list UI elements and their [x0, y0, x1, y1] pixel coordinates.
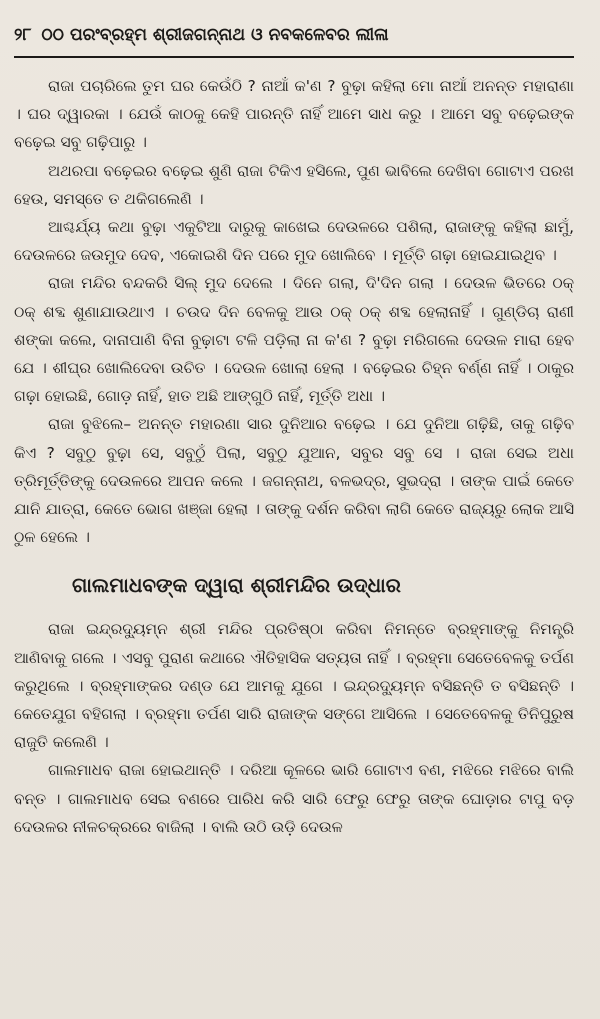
running-head	[14, 22, 574, 48]
body-text	[14, 72, 574, 551]
book-title: ଠଠ ପରଂବ୍ରହ୍ମ ଶ୍ରୀଜଗନ୍ନାଥ ଓ ନବକଳେବର ଲୀଳା	[41, 25, 389, 45]
paragraph: ରାଜା ବୁଝିଲେ– ଅନନ୍ତ ମହାରଣା ସାର ଦୁନିଆର ବଢ଼େଇ । ଯେ ଦୁନିଆ ଗଢ଼ିଛି, ତାକୁ ଗଢ଼ିବ କିଏ ? ସବୁଠୁ ବୁଢ଼ା ସେ, ସବୁଠୁଁ ପିଲା, ସବୁଠୁ ଯୁଆନ, ସବୁର ସବୁ ସେ । ରାଜା ସେଇ ଅଧା ତ୍ରିମୂର୍ତ୍ତିଙ୍କୁ ଦେଉଳରେ ଆପନ କଲେ । ଜଗନ୍ନାଥ, ବଳଭଦ୍ର, ସୁଭଦ୍ରା । ତାଙ୍କ ପାଇଁ କେତେ ଯାନି ଯାତ୍ରା, କେତେ ଭୋଗ ଖଞ୍ଜା ହେଲା । ତାଙ୍କୁ ଦର୍ଶନ କରିବା ଲାଗି କେତେ ରାଜ୍ୟରୁ ଲୋକ ଆସି ଠୁଳ ହେଲେ ।	[14, 415, 574, 547]
paragraph: ଗାଲମାଧବ ରାଜା ହୋଇଥାନ୍ତି । ଦରିଆ କୂଳରେ ଭାରି ଗୋଟାଏ ବଣ, ମଝିରେ ମଝିରେ ବାଲି ବନ୍ତ । ଗାଲମାଧବ ସେଇ ବଣରେ ପାରିଧ କରି ସାରି ଫେରୁ ଫେରୁ ତାଙ୍କ ଘୋଡ଼ାର ଟାପୁ ବଡ଼ ଦେଉଳର ନୀଳଚକ୍ରରେ ବାଜିଲା । ବାଲି ଉଠି ଉଡ଼ି ଦେଉଳ	[14, 761, 574, 836]
header-rule	[14, 56, 574, 58]
paragraph: ରାଜା ପଚାରିଲେ ତୁମ ଘର କେଉଁଠି ? ନାଆଁ କ'ଣ ? ବୁଢ଼ା କହିଲା ମୋ ନାଆଁ ଅନନ୍ତ ମହାରାଣା । ଘର ଦ୍ୱାରକା । ଯେଉଁ କାଠକୁ କେହି ପାରନ୍ତି ନାହିଁ ଆମେ ସାଧ କରୁ । ଆମେ ସବୁ ବଢ଼େଇଙ୍କ ବଢ଼େଇ ସବୁ ଗଢ଼ିପାରୁ ।	[14, 77, 574, 152]
section-body-text	[14, 615, 574, 841]
paragraph: ଆଶ୍ଚର୍ଯ୍ୟ କଥା ବୁଢ଼ା ଏକୁଟିଆ ଦାରୁକୁ କାଖେଇ ଦେଉଳରେ ପଶିଲା, ରାଜାଙ୍କୁ କହିଲା ଛାମୁଁ, ଦେଉଳରେ ଜଉମୁଦ ଦେବ, ଏକୋଇଶି ଦିନ ପରେ ମୁଦ ଖୋଲିବେ । ମୂର୍ତ୍ତି ଗଢ଼ା ହୋଇଯାଇଥିବ ।	[14, 218, 574, 265]
section-heading: ଗାଲମାଧବଙ୍କ ଦ୍ୱାରା ଶ୍ରୀମନ୍ଦିର ଉଦ୍ଧାର	[72, 573, 401, 598]
paragraph: ଅଥରପା ବଢ଼େଇର ବଢ଼େଇ ଶୁଣି ରାଜା ଟିକିଏ ହସିଲେ, ପୁଣ ଭାବିଲେ ଦେଖିବା ଗୋଟାଏ ପରଖ ହେଉ, ସମସ୍ତେ ତ ଥକିଗଲେଣି ।	[14, 161, 574, 208]
paragraph: ରାଜା ଇନ୍ଦ୍ରଦ୍ୟୁମ୍ନ ଶ୍ରୀ ମନ୍ଦିର ପ୍ରତିଷ୍ଠା କରିବା ନିମନ୍ତେ ବ୍ରହ୍ମାଙ୍କୁ ନିମନ୍ତ୍ରି ଆଣିବାକୁ ଗଲେ । ଏସବୁ ପୁରାଣ କଥାରେ ଐତିହାସିକ ସତ୍ୟତା ନାହିଁ । ବ୍ରହ୍ମା ସେତେବେଳକୁ ତର୍ପଣ କରୁଥିଲେ । ବ୍ରହ୍ମାଙ୍କର ଦଣ୍ଡ ଯେ ଆମକୁ ଯୁଗେ । ଇନ୍ଦ୍ରଦ୍ୟୁମ୍ନ ବସିଛନ୍ତି ତ ବସିଛନ୍ତି । କେତେଯୁଗ ବହିଗଲା । ବ୍ରହ୍ମା ତର୍ପଣ ସାରି ରାଜାଙ୍କ ସଙ୍ଗେ ଆସିଲେ । ସେତେବେଳକୁ ତିନିପୁରୁଷ ରାଜୁତି କଲେଣି ।	[14, 620, 574, 752]
page-number: ୨୮	[14, 25, 32, 45]
paragraph: ରାଜା ମନ୍ଦିର ବନ୍ଦକରି ସିଲ୍ ମୁଦ ଦେଲେ । ଦିନେ ଗଲା, ଦି'ଦିନ ଗଲା । ଦେଉଳ ଭିତରେ ଠକ୍ ଠକ୍ ଶବ୍ଦ ଶୁଣାଯାଉଥାଏ । ଚଉଦ ଦିନ ବେଳକୁ ଆଉ ଠକ୍ ଠକ୍ ଶବ୍ଦ ହେଲାନାହିଁ । ଗୁଣ୍ଡିଚା ରାଣୀ ଶଙ୍କା କଲେ, ଦାନାପାଣି ବିନା ବୁଢ଼ାଟା ଟଳି ପଡ଼ିଲା ନା କ'ଣ ? ବୁଢ଼ା ମରିଗଲେ ଦେଉଳ ମାରା ହେବ ଯେ । ଶୀଘ୍ର ଖୋଲିଦେବା ଉଚିତ । ଦେଉଳ ଖୋଲା ହେଲା । ବଢ଼େଇର ଚିହ୍ନ ବର୍ଣ୍ଣ ନାହିଁ । ଠାକୁର ଗଢ଼ା ହୋଇଛି, ଗୋଡ଼ ନାହିଁ, ହାତ ଅଛି ଆଙ୍ଗୁଠି ନାହିଁ, ମୂର୍ତ୍ତି ଅଧା ।	[14, 274, 574, 406]
